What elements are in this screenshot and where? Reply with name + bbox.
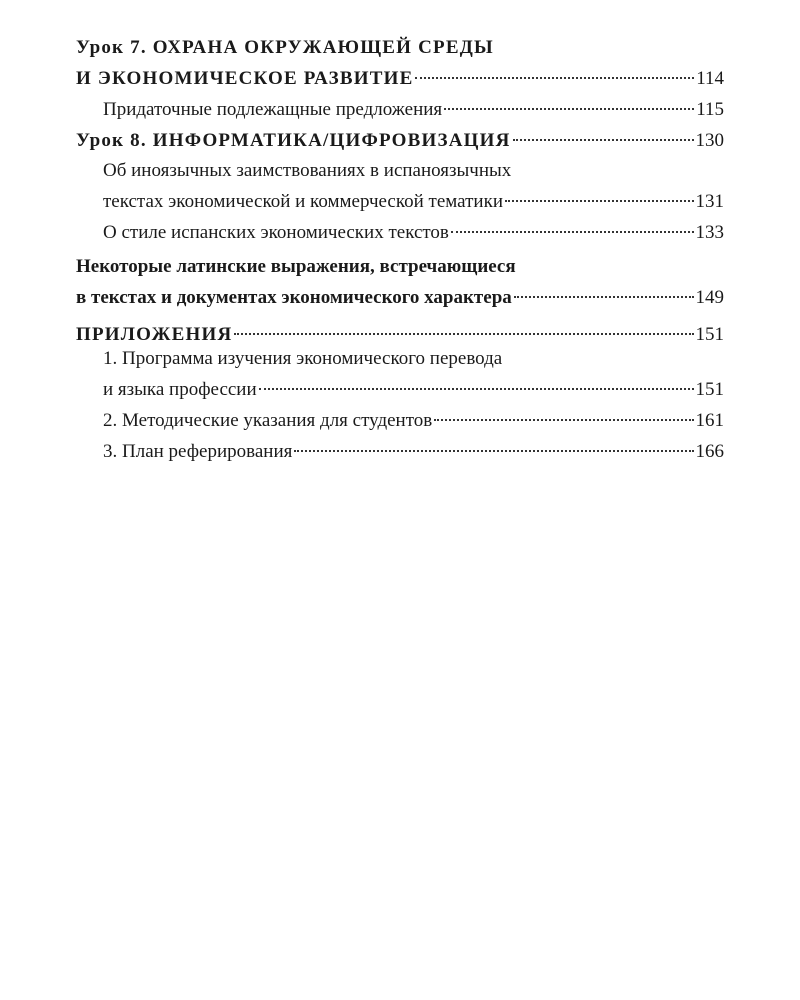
dot-leader: [513, 122, 694, 146]
page-number: 130: [695, 130, 724, 151]
toc-entry-lesson8-sub2[interactable]: [76, 214, 724, 245]
page-number: 133: [695, 222, 724, 243]
entry-label: текстах экономической и коммерческой тематики: [103, 191, 503, 212]
lesson7-title-line2: И ЭКОНОМИЧЕСКОЕ РАЗВИТИЕ: [76, 68, 414, 89]
page-number: 115: [696, 99, 724, 120]
lesson8-sub1-line1: Об иноязычных заимствованиях в испаноязычных: [103, 160, 512, 181]
page-number: 166: [695, 441, 724, 462]
toc-entry-appendix-item1[interactable]: [76, 371, 724, 402]
spacer: [76, 245, 724, 255]
dot-leader: [415, 60, 694, 84]
toc-entry-latin[interactable]: [76, 279, 724, 310]
dot-leader: [259, 371, 694, 395]
lesson8-title: Урок 8. ИНФОРМАТИКА/ЦИФРОВИЗАЦИЯ: [76, 130, 511, 151]
toc-entry-appendix[interactable]: [76, 316, 724, 347]
toc-entry-lesson8-sub1[interactable]: [76, 183, 724, 214]
toc-entry-lesson8[interactable]: [76, 122, 724, 153]
page-number: 114: [696, 68, 724, 89]
entry-label: О стиле испанских экономических текстов: [103, 222, 449, 243]
page-number: 131: [695, 191, 724, 212]
toc-entry-lesson7-sub1[interactable]: [76, 91, 724, 122]
latin-title-line1: Некоторые латинские выражения, встречающиеся: [76, 256, 516, 277]
entry-label: 2. Методические указания для студентов: [103, 410, 433, 431]
entry-label: Придаточные подлежащные предложения: [103, 99, 443, 120]
toc-entry-appendix-item2[interactable]: [76, 402, 724, 433]
appendix-item1-line1: 1. Программа изучения экономического перевода: [103, 348, 503, 369]
dot-leader: [234, 316, 693, 340]
page-number: 161: [695, 410, 724, 431]
latin-title-line2: в текстах и документах экономического характера: [76, 287, 512, 308]
toc-entry-lesson7[interactable]: [76, 60, 724, 91]
page-number: 149: [695, 287, 724, 308]
toc-entry-appendix-item3[interactable]: [76, 433, 724, 464]
dot-leader: [444, 91, 694, 115]
lesson7-title-line1: Урок 7. ОХРАНА ОКРУЖАЮЩЕЙ СРЕДЫ: [76, 37, 494, 58]
dot-leader: [514, 279, 694, 303]
dot-leader: [434, 402, 693, 426]
page-number: 151: [695, 324, 724, 345]
entry-label: 3. План реферирования: [103, 441, 293, 462]
dot-leader: [451, 214, 694, 238]
dot-leader: [294, 433, 693, 457]
entry-label: и языка профессии: [103, 379, 257, 400]
appendix-title: ПРИЛОЖЕНИЯ: [76, 324, 233, 345]
page-number: 151: [695, 379, 724, 400]
table-of-contents: [76, 36, 724, 464]
dot-leader: [505, 183, 694, 207]
